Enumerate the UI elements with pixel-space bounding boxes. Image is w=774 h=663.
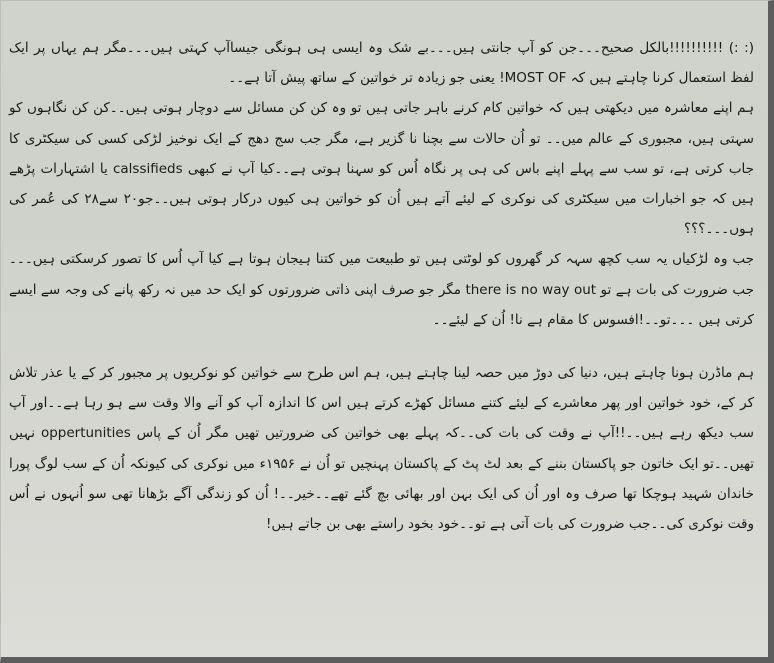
paragraph-3: جب وہ لڑکیاں یہ سب کچھ سہہ کر گھروں کو لوٹتی ہیں تو طبیعت میں کتنا ہیجان ہوتا ہے کیا آپ اُس کا تصور کرسکتی ہیں۔۔۔جب ضرورت کی بات ہے تو there is no way out مگر جو صرف اپنی ذاتی ضرورتوں کو ایک حد میں نہ رکھ پانے کی وجہ سے ایسے کرتی ہیں ۔۔۔تو۔۔!افسوس کا مقام ہے نا! اُن کے لیئے۔۔ xyxy=(9,251,754,328)
paragraph-1: (: :) !!!!!!!!!!بالکل صحیح۔۔۔جن کو آپ جانتی ہیں۔۔۔بے شک وہ ایسی ہی ہونگی جیساآپ کہتی ہیں۔۔۔مگر ہم یہاں پر ایک لفظ استعمال کرنا چاہتے ہیں کہ MOST OF! یعنی جو زیادہ تر خواتین کے ساتھ پیش آتا ہے۔۔ xyxy=(9,40,754,87)
paragraph-2: ہم اپنے معاشرہ میں دیکھتی ہیں کہ خواتین کام کرنے باہر جاتی ہیں تو وہ کن کن مسائل سے دوچار ہوتی ہیں۔۔کن کن نگاہوں کو سہتی ہیں، مجبوری کے عالم میں۔۔ تو اُن حالات سے بچنا نا گزیر ہے، مگر جب سج دھج کے ایک نوخیز لڑکی کسی کی سیکٹری کا جاب کرتی ہے، تو سب سے پہلے اپنے باس کی ہی پر نگاہ اُس کو سہنا ہوتی ہے۔۔کیا آپ نے کبھی calssifieds یا اشتہارات پڑھے ہیں کہ جو اخبارات میں سیکٹری کی نوکری کے لیئے آتے ہیں اُن کو خواتین ہی کیوں درکار ہوتی ہیں۔۔جو۲۰ سے۲۸ کی عُمر کی ہوں۔۔۔؟؟؟ xyxy=(9,100,755,238)
paragraph-4: ہم ماڈرن ہونا چاہتے ہیں، دنیا کی دوڑ میں حصہ لینا چاہتے ہیں، ہم اس طرح سے خواتین کو نوکریوں پر مجبور کر کے یا عذر تلاش کر کے، خود خواتین اور پھر معاشرے کے لیئے کتنے مسائل کھڑے کرتے ہیں اس کا اندازہ آپ کو آنے والا وقت سے ہو رہا ہے۔۔اور آپ سب دیکھ رہے ہیں۔۔!!آپ نے وقت کی بات کی۔۔کہ پہلے بھی خواتین کی ضرورتیں تھیں مگر اُن کے پاس oppertunities نہیں تھیں۔۔تو ایک خاتون جو پاکستان بننے کے بعد لٹ پٹ کے پاکستان پہنچیں تو اُن نے ۱۹۵۶ء میں نوکری کی کیونکہ اُن کے سب لوگ پورا خاندان شہید ہوچکا تھا صرف وہ اور اُن کی ایک بہن اور بھائی بچ گئے تھے۔۔خیر۔۔! اُن کو زندگی آگے بڑھانا تھی سو اُنہوں نے اُس وقت نوکری کی۔۔جب ضرورت کی بات آتی ہے تو۔۔خود بخود راستے بھی بن جاتے ہیں! xyxy=(9,365,754,533)
paragraph-gap xyxy=(9,335,754,358)
post-body xyxy=(9,33,754,643)
